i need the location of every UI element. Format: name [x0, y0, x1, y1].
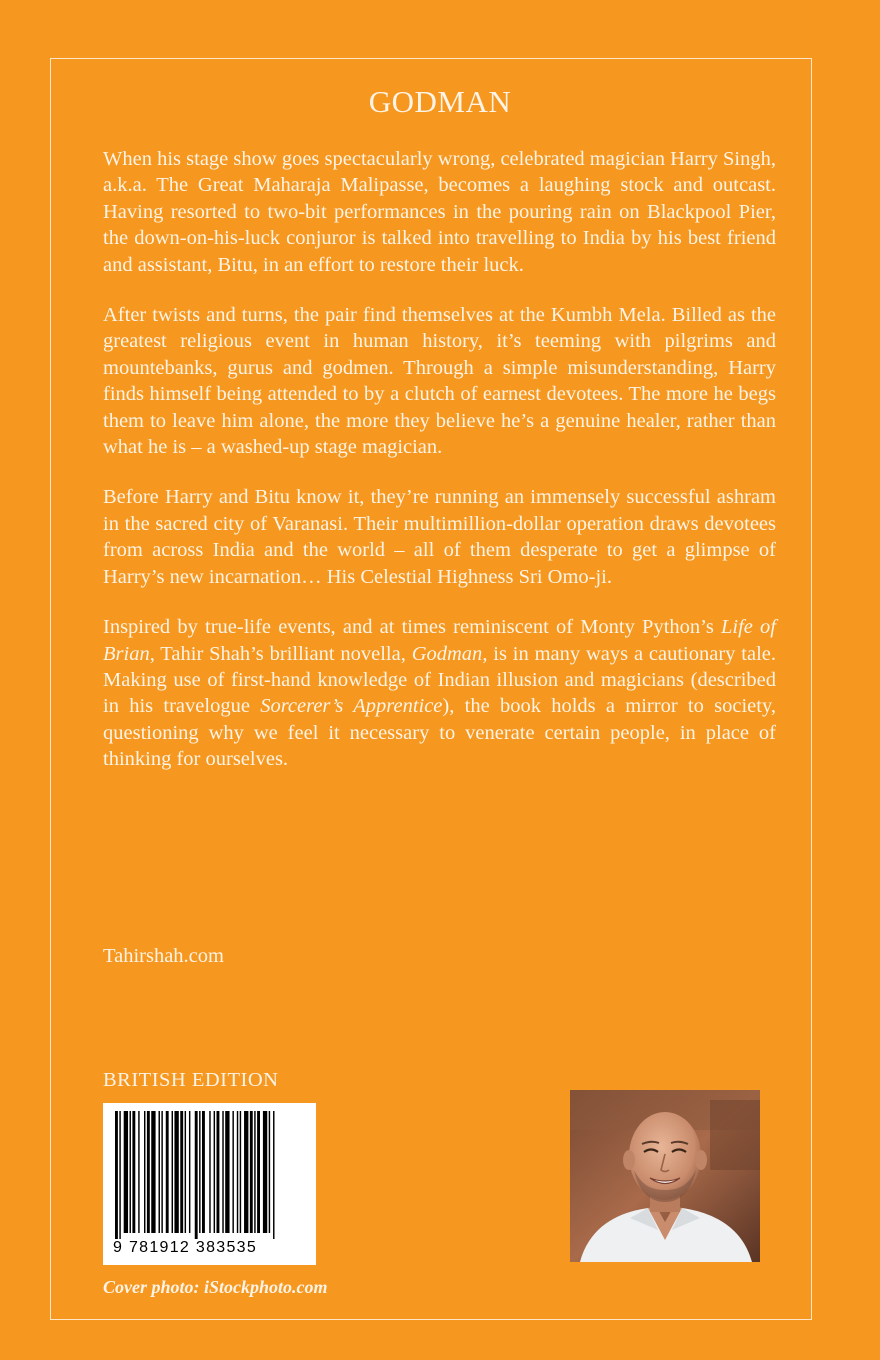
blurb-p4-part-c: , Tahir Shah’s brilliant novella, — [149, 642, 412, 665]
barcode-bar — [166, 1111, 169, 1233]
barcode-bar — [202, 1111, 205, 1233]
blurb-text — [103, 146, 776, 797]
author-photo — [570, 1090, 760, 1262]
barcode-bar — [161, 1111, 162, 1233]
barcode-bar — [232, 1111, 233, 1233]
barcode-bar — [214, 1111, 215, 1233]
barcode-bar — [189, 1111, 190, 1233]
barcode-bar — [144, 1111, 145, 1233]
book-title-sorcerers-apprentice: Sorcerer’s Apprentice — [260, 695, 443, 718]
barcode-bar — [257, 1111, 260, 1233]
barcode-bar — [174, 1111, 178, 1233]
blurb-paragraph-2: After twists and turns, the pair find themselves at the Kumbh Mela. Billed as the greatest religious event in human history, it’s teeming with pilgrims and mountebanks, gurus and godmen. Through a simple misunderstanding, Harry finds himself being attended to by a clutch of earnest devotees. The more he begs them to leave him alone, the more they believe he’s a genuine healer, rather than what he is – a washed-up stage magician. — [103, 304, 776, 459]
barcode-bar — [222, 1111, 223, 1233]
barcode-bar — [254, 1111, 255, 1233]
barcode-bar — [115, 1111, 118, 1239]
barcode-bar — [217, 1111, 220, 1233]
blurb-paragraph-4 — [103, 614, 776, 772]
barcode-bar — [119, 1111, 120, 1239]
barcode-bar — [250, 1111, 253, 1233]
barcode-bar — [244, 1111, 248, 1233]
edition-label: BRITISH EDITION — [103, 1069, 279, 1091]
barcode-bar — [199, 1111, 200, 1233]
blurb-p4-part-a: Inspired by true-life events, and at times reminiscent of Monty Python’s — [103, 616, 721, 639]
barcode-bar — [185, 1111, 186, 1233]
barcode-bar — [132, 1111, 135, 1233]
author-portrait-image — [570, 1090, 760, 1262]
barcode-bar — [147, 1111, 150, 1233]
isbn-barcode — [103, 1103, 316, 1265]
book-title-godman: Godman — [411, 642, 483, 665]
author-website: Tahirshah.com — [103, 945, 224, 967]
photo-credit: Cover photo: iStockphoto.com — [103, 1277, 328, 1297]
book-title: GODMAN — [368, 84, 512, 119]
isbn-digits: 9 781912 383535 — [113, 1239, 258, 1256]
blurb-paragraph-3: Before Harry and Bitu know it, they’re running an immensely successful ashram in the sacred city of Varanasi. Their multimillion-dollar operation draws devotees from across India and the world – all of them desperate to get a glimpse of Harry’s new incarnation… His Celestial Highness Sri Omo-ji. — [103, 486, 776, 588]
barcode-bar — [138, 1111, 139, 1233]
barcode-bar — [151, 1111, 155, 1233]
barcode-bar — [273, 1111, 274, 1239]
barcode-bar — [159, 1111, 160, 1233]
barcode-bar — [124, 1111, 128, 1233]
barcode-bar — [225, 1111, 229, 1233]
barcode-bar — [195, 1111, 198, 1239]
barcode-bar — [269, 1111, 270, 1233]
film-title-life-of-brian: Life of Brian — [103, 616, 776, 665]
barcode-bar — [172, 1111, 173, 1233]
blurb-p4-part-e: , is in many ways a cautionary tale. Making use of first-hand knowledge of Indian illusion and magicians (described in his travelogue — [103, 642, 776, 718]
barcode-bar — [130, 1111, 131, 1233]
blurb-p4-part-g: ), the book holds a mirror to society, questioning why we feel it necessary to venerate certain people, in place of thinking for ourselves. — [103, 695, 776, 771]
barcode-bar — [180, 1111, 183, 1233]
blurb-paragraph-1: When his stage show goes spectacularly wrong, celebrated magician Harry Singh, a.k.a. The Great Maharaja Malipasse, becomes a laughing stock and outcast. Having resorted to two-bit performances in the pouring rain on Blackpool Pier, the down-on-his-luck conjuror is talked into travelling to India by his best friend and assistant, Bitu, in an effort to restore their luck. — [103, 148, 776, 276]
barcode-bar — [240, 1111, 241, 1233]
barcode-bar — [263, 1111, 267, 1233]
barcode-bar — [237, 1111, 238, 1233]
barcode-bar — [209, 1111, 210, 1233]
